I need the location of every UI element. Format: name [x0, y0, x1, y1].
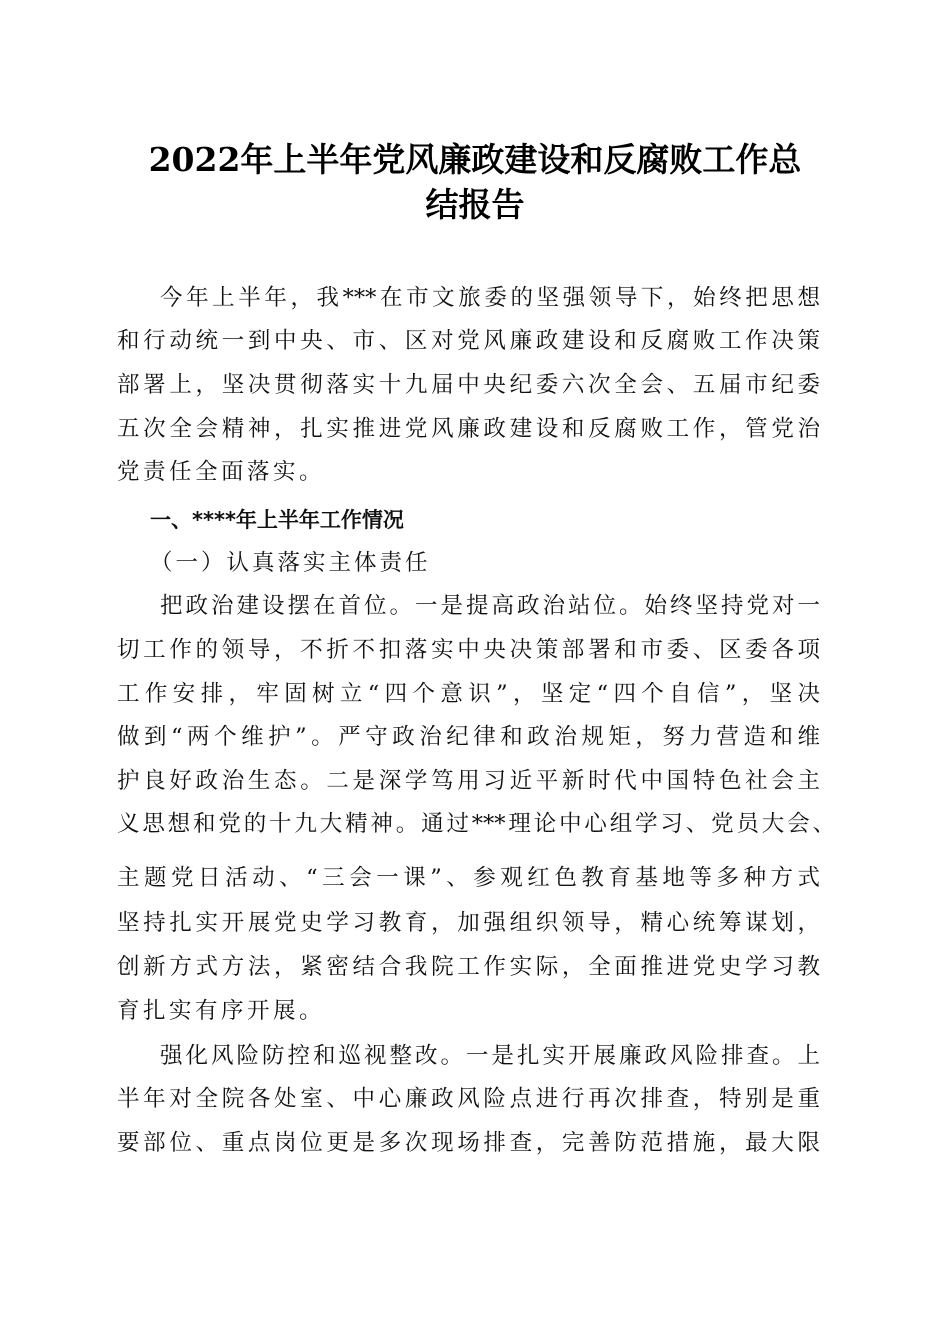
- paragraph-2-line: 坚持扎实开展党史学习教育，加强组织领导，精心统筹谋划，: [117, 910, 820, 936]
- paragraph-2-line: 义思想和党的十九大精神。通过***理论中心组学习、党员大会、: [117, 811, 835, 837]
- paragraph-2-line: 把政治建设摆在首位。一是提高政治站位。始终坚持党对一: [160, 593, 820, 619]
- paragraph-2-line: 切工作的领导，不折不扣落实中央决策部署和市委、区委各项: [117, 637, 820, 663]
- paragraph-2-line: 做到“两个维护”。严守政治纪律和政治规矩，努力营造和维: [117, 724, 820, 750]
- paragraph-2-line: 育扎实有序开展。: [117, 998, 326, 1024]
- title-line-1: 2022年上半年党风廉政建设和反腐败工作总: [148, 140, 802, 179]
- section-heading: 一、****年上半年工作情况: [150, 508, 404, 532]
- title-line-2: 结报告: [425, 185, 525, 224]
- paragraph-1-line: 五次全会精神，扎实推进党风廉政建设和反腐败工作，管党治: [117, 416, 820, 442]
- subsection-heading: （一）认真落实主体责任: [150, 550, 431, 576]
- paragraph-2-line: 创新方式方法，紧密结合我院工作实际，全面推进党史学习教: [117, 954, 820, 980]
- paragraph-1-line: 党责任全面落实。: [117, 459, 326, 485]
- paragraph-1-line: 今年上半年，我***在市文旅委的坚强领导下，始终把思想: [160, 285, 820, 311]
- paragraph-1-line: 部署上，坚决贯彻落实十九届中央纪委六次全会、五届市纪委: [117, 372, 820, 398]
- paragraph-3-line: 强化风险防控和巡视整改。一是扎实开展廉政风险排查。上: [160, 1043, 820, 1069]
- paragraph-2-line: 护良好政治生态。二是深学笃用习近平新时代中国特色社会主: [117, 768, 820, 794]
- paragraph-2-line: 工作安排，牢固树立“四个意识”，坚定“四个自信”，坚决: [117, 681, 820, 707]
- paragraph-3-line: 要部位、重点岗位更是多次现场排查，完善防范措施，最大限: [117, 1130, 820, 1156]
- paragraph-2-line: 主题党日活动、“三会一课”、参观红色教育基地等多种方式: [117, 865, 820, 891]
- paragraph-1-line: 和行动统一到中央、市、区对党风廉政建设和反腐败工作决策: [117, 328, 820, 354]
- paragraph-3-line: 半年对全院各处室、中心廉政风险点进行再次排查，特别是重: [117, 1086, 820, 1112]
